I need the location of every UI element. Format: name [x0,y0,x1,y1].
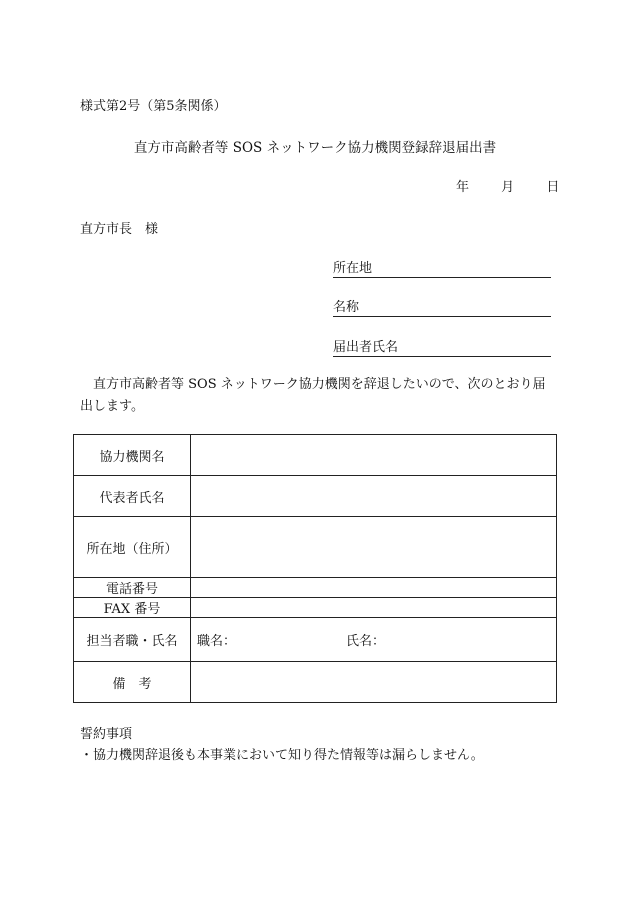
date-year: 年 [456,180,470,195]
document-title: 直方市高齢者等 SOS ネットワーク協力機関登録辞退届出書 [133,140,497,156]
fax-label: FAX 番号 [74,598,191,618]
rep-name-cell[interactable] [191,476,557,517]
table-row [74,435,557,476]
form-number: 様式第2号（第5条関係） [80,99,227,114]
contact-label: 担当者職・氏名 [74,618,191,662]
table-row [74,618,557,662]
date-line [456,176,559,195]
table-row [74,662,557,703]
contact-cell[interactable] [191,618,557,662]
addressee: 直方市長 様 [80,222,159,237]
phone-cell[interactable] [191,578,557,598]
date-month: 月 [501,180,515,195]
rep-name-label: 代表者氏名 [74,476,191,517]
table-row [74,578,557,598]
name-sub-label: 氏名： [346,634,386,649]
address-label: 所在地（住所） [74,517,191,578]
info-table [73,434,557,703]
filer-name-field[interactable]: 届出者氏名 [333,336,551,357]
location-field[interactable]: 所在地 [333,257,551,278]
phone-label: 電話番号 [74,578,191,598]
fax-cell[interactable] [191,598,557,618]
table-row [74,598,557,618]
pledge-title: 誓約事項 [80,727,133,742]
date-day: 日 [546,180,560,195]
remarks-cell[interactable] [191,662,557,703]
position-sub-label: 職名： [197,634,237,649]
name-field[interactable]: 名称 [333,296,551,317]
table-row [74,476,557,517]
remarks-label: 備 考 [74,662,191,703]
table-row [74,517,557,578]
org-name-cell[interactable] [191,435,557,476]
pledge-item: ・協力機関辞退後も本事業において知り得た情報等は漏らしません。 [80,748,484,763]
address-cell[interactable] [191,517,557,578]
org-name-label: 協力機関名 [74,435,191,476]
body-text: 直方市高齢者等 SOS ネットワーク協力機関を辞退したいので、次のとおり届出します。 [80,377,546,414]
